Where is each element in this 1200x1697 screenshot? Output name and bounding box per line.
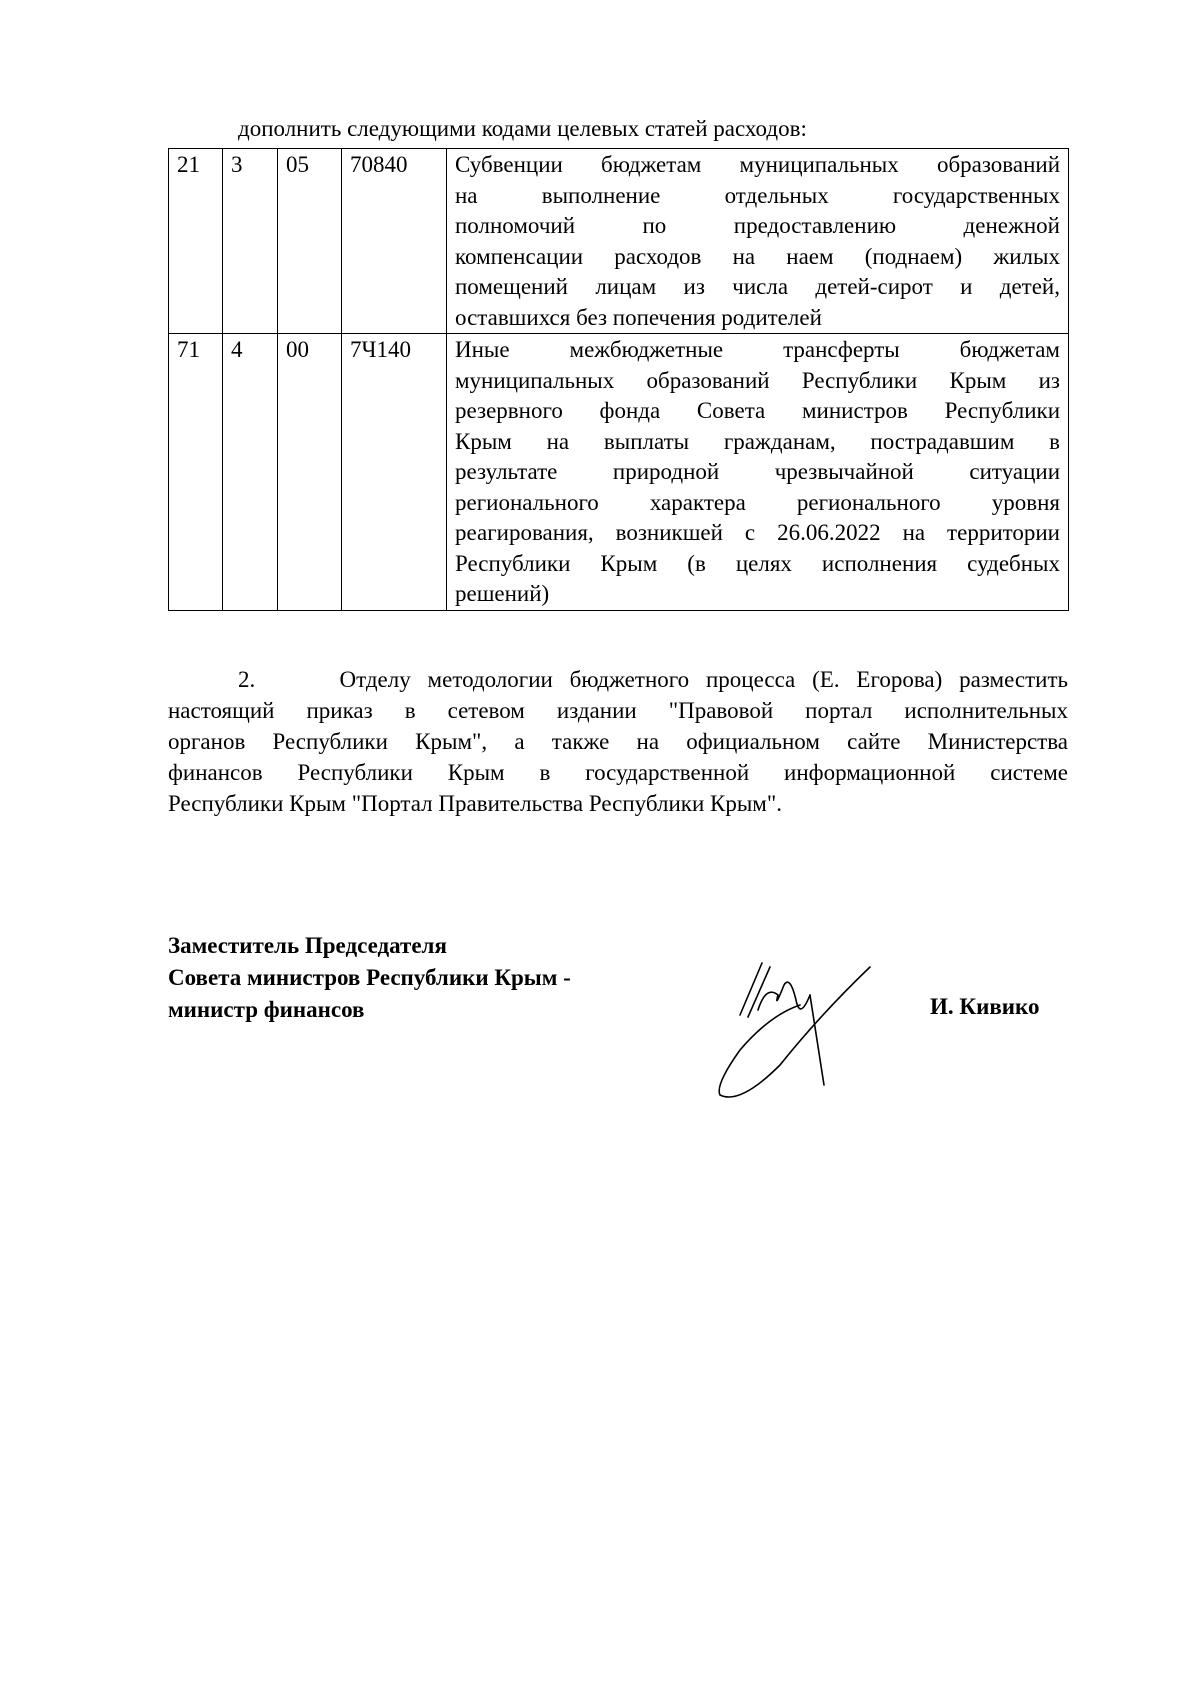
paragraph-line: 2. Отделу методологии бюджетного процесса (Е. Егорова) разместить [238,667,1068,692]
desc-line: резервного фонда Совета министров Республики [455,398,1060,423]
cell-code-3: 00 [278,334,342,611]
signatory-line: министр финансов [168,997,365,1022]
signatory-line: Совета министров Республики Крым - [168,965,571,990]
desc-line: муниципальных образований Республики Крым из [455,367,1060,393]
desc-line: оставшихся без попечения родителей [455,304,822,330]
paragraph-line: Республики Крым "Портал Правительства Республики Крым". [168,791,783,816]
desc-line: регионального характера регионального уровня [455,489,1060,515]
desc-line: Крым на выплаты гражданам, пострадавшим в [455,428,1060,454]
desc-line: на выполнение отдельных государственных [455,182,1060,208]
desc-line: компенсации расходов на наем (поднаем) жилых [455,243,1060,269]
table-row [169,334,1069,611]
codes-table [168,148,1069,611]
desc-line: помещений лицам из числа детей-сирот и детей, [455,274,1060,299]
intro-text: дополнить следующими кодами целевых статей расходов: [238,116,807,141]
cell-code-3: 05 [278,149,342,334]
desc-line: решений) [455,581,550,606]
desc-line: полномочий по предоставлению денежной [455,213,1060,238]
desc-line: результате природной чрезвычайной ситуации [455,459,1060,484]
table-row [169,149,1069,334]
cell-code-2: 4 [223,334,278,611]
cell-code-4: 7Ч140 [342,334,447,611]
desc-line: Иные межбюджетные трансферты бюджетам [455,337,1060,362]
desc-line: Субвенции бюджетам муниципальных образований [455,152,1060,177]
cell-code-1: 21 [169,149,223,334]
paragraph-line: органов Республики Крым", а также на официальном сайте Министерства [168,729,1068,754]
cell-description [447,334,1069,611]
cell-code-4: 70840 [342,149,447,334]
desc-line: реагирования, возникшей с 26.06.2022 на территории [455,520,1060,545]
cell-code-2: 3 [223,149,278,334]
paragraph-line: настоящий приказ в сетевом издании "Правовой портал исполнительных [168,698,1068,723]
desc-line: Республики Крым (в целях исполнения судебных [455,550,1060,576]
cell-code-1: 71 [169,334,223,611]
signatory-line: Заместитель Председателя [168,933,447,958]
paragraph-line: финансов Республики Крым в государственной информационной системе [168,760,1068,785]
cell-description [447,149,1069,334]
signatory-title [168,930,571,1026]
paragraph-2 [168,664,1068,819]
signatory-name: И. Кивико [930,994,1040,1019]
handwritten-signature-icon [700,955,880,1105]
